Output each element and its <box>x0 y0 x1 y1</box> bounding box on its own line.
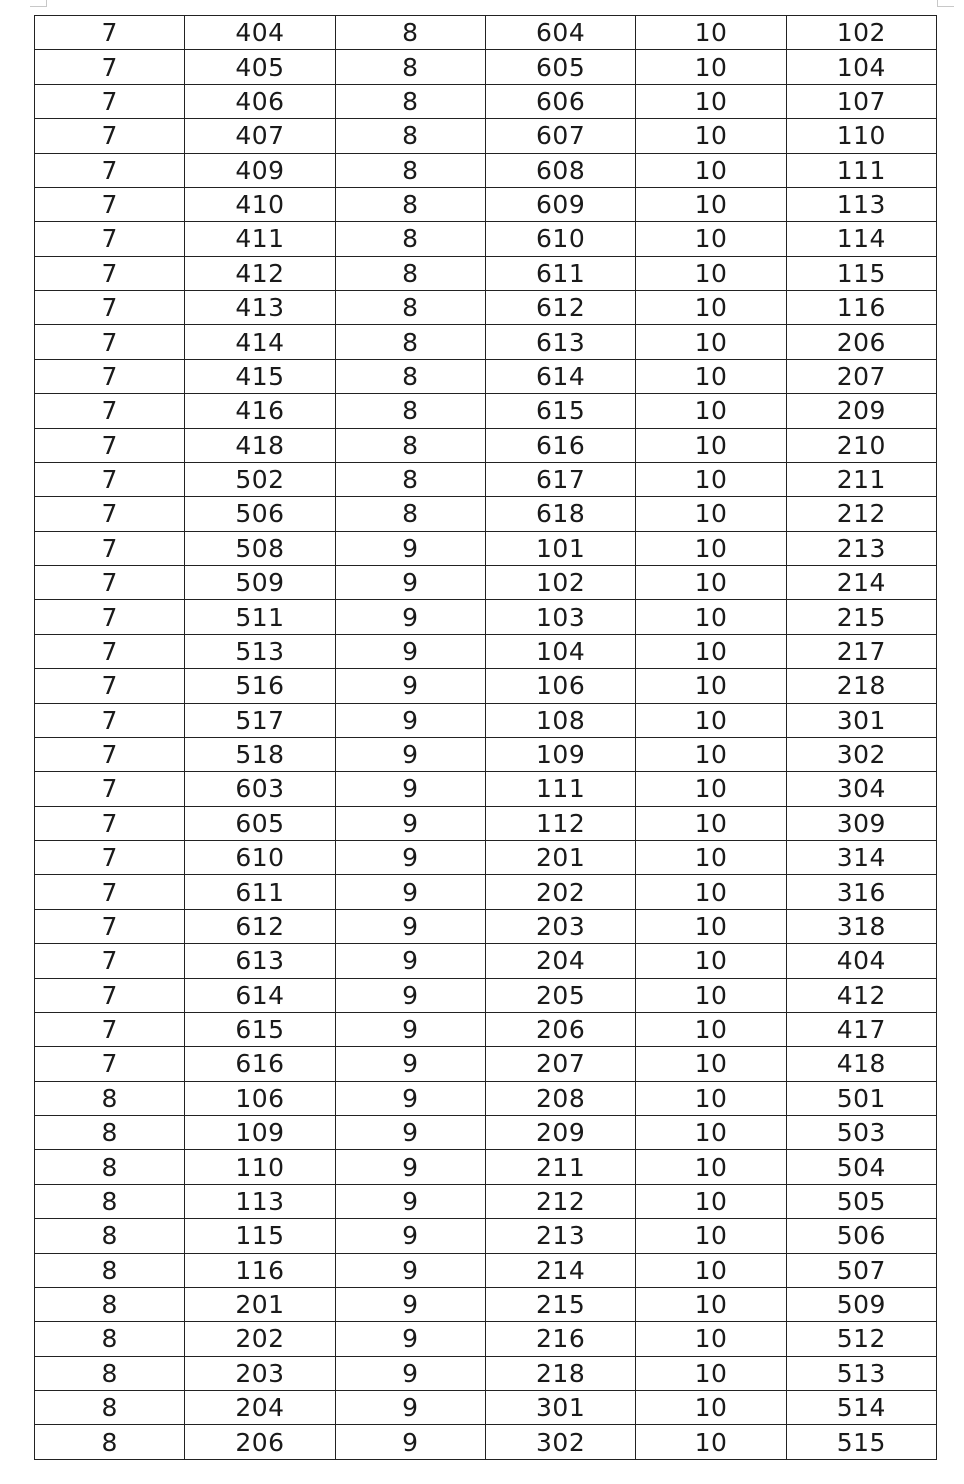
table-cell: 9 <box>335 737 485 771</box>
table-cell: 10 <box>636 256 786 290</box>
table-cell: 511 <box>185 600 335 634</box>
table-cell: 208 <box>485 1081 635 1115</box>
table-cell: 209 <box>485 1116 635 1150</box>
table-cell: 110 <box>185 1150 335 1184</box>
table-cell: 301 <box>786 703 936 737</box>
table-row <box>35 1116 937 1150</box>
table-cell: 314 <box>786 841 936 875</box>
table-cell: 7 <box>35 737 185 771</box>
table-cell: 516 <box>185 669 335 703</box>
table-cell: 10 <box>636 84 786 118</box>
table-cell: 7 <box>35 222 185 256</box>
table-cell: 611 <box>485 256 635 290</box>
table-cell: 10 <box>636 1012 786 1046</box>
table-cell: 109 <box>185 1116 335 1150</box>
table-cell: 507 <box>786 1253 936 1287</box>
table-cell: 10 <box>636 1150 786 1184</box>
table-cell: 211 <box>786 462 936 496</box>
table-cell: 506 <box>185 497 335 531</box>
table-cell: 8 <box>335 50 485 84</box>
table-cell: 10 <box>636 531 786 565</box>
table-row <box>35 1356 937 1390</box>
table-cell: 9 <box>335 1081 485 1115</box>
table-cell: 201 <box>185 1287 335 1321</box>
table-cell: 504 <box>786 1150 936 1184</box>
table-cell: 215 <box>485 1287 635 1321</box>
table-row <box>35 291 937 325</box>
table-cell: 615 <box>485 394 635 428</box>
table-cell: 9 <box>335 806 485 840</box>
table-cell: 509 <box>185 566 335 600</box>
table-row <box>35 1322 937 1356</box>
table-row <box>35 909 937 943</box>
table-row <box>35 703 937 737</box>
table-cell: 212 <box>485 1184 635 1218</box>
table-cell: 613 <box>485 325 635 359</box>
table-cell: 203 <box>485 909 635 943</box>
table-cell: 607 <box>485 119 635 153</box>
table-row <box>35 1150 937 1184</box>
table-cell: 8 <box>335 84 485 118</box>
table-cell: 7 <box>35 841 185 875</box>
table-row <box>35 1425 937 1459</box>
table-row <box>35 153 937 187</box>
table-cell: 404 <box>185 16 335 50</box>
table-cell: 204 <box>485 944 635 978</box>
table-cell: 512 <box>786 1322 936 1356</box>
table-cell: 9 <box>335 669 485 703</box>
table-cell: 102 <box>485 566 635 600</box>
table-cell: 9 <box>335 1116 485 1150</box>
table-row <box>35 428 937 462</box>
table-cell: 302 <box>786 737 936 771</box>
table-cell: 8 <box>335 256 485 290</box>
table-row <box>35 50 937 84</box>
table-cell: 10 <box>636 50 786 84</box>
table-cell: 116 <box>786 291 936 325</box>
table-cell: 9 <box>335 1047 485 1081</box>
table-cell: 104 <box>786 50 936 84</box>
table-cell: 9 <box>335 600 485 634</box>
table-cell: 9 <box>335 875 485 909</box>
table-cell: 7 <box>35 772 185 806</box>
table-cell: 9 <box>335 1219 485 1253</box>
table-cell: 10 <box>636 1253 786 1287</box>
table-cell: 8 <box>335 291 485 325</box>
table-cell: 10 <box>636 978 786 1012</box>
table-row <box>35 325 937 359</box>
table-cell: 8 <box>35 1081 185 1115</box>
table-cell: 7 <box>35 359 185 393</box>
table-cell: 418 <box>786 1047 936 1081</box>
table-row <box>35 772 937 806</box>
table-cell: 213 <box>786 531 936 565</box>
table-cell: 7 <box>35 84 185 118</box>
table-cell: 7 <box>35 806 185 840</box>
table-cell: 7 <box>35 600 185 634</box>
table-cell: 502 <box>185 462 335 496</box>
table-cell: 10 <box>636 1184 786 1218</box>
table-row <box>35 497 937 531</box>
table-row <box>35 978 937 1012</box>
table-cell: 405 <box>185 50 335 84</box>
table-cell: 10 <box>636 1356 786 1390</box>
table-cell: 9 <box>335 841 485 875</box>
table-cell: 610 <box>185 841 335 875</box>
table-cell: 8 <box>35 1425 185 1459</box>
table-cell: 8 <box>335 462 485 496</box>
table-cell: 7 <box>35 944 185 978</box>
table-cell: 106 <box>185 1081 335 1115</box>
table-cell: 10 <box>636 222 786 256</box>
table-row <box>35 119 937 153</box>
table-cell: 209 <box>786 394 936 428</box>
table-cell: 614 <box>185 978 335 1012</box>
table-cell: 10 <box>636 806 786 840</box>
table-cell: 201 <box>485 841 635 875</box>
table-cell: 10 <box>636 1047 786 1081</box>
table-cell: 112 <box>485 806 635 840</box>
table-cell: 10 <box>636 669 786 703</box>
table-cell: 9 <box>335 1391 485 1425</box>
table-cell: 8 <box>335 359 485 393</box>
table-row <box>35 806 937 840</box>
table-cell: 304 <box>786 772 936 806</box>
table-cell: 7 <box>35 497 185 531</box>
table-cell: 115 <box>185 1219 335 1253</box>
table-cell: 10 <box>636 1081 786 1115</box>
table-cell: 7 <box>35 394 185 428</box>
table-cell: 10 <box>636 1322 786 1356</box>
table-cell: 505 <box>786 1184 936 1218</box>
table-cell: 412 <box>786 978 936 1012</box>
table-cell: 416 <box>185 394 335 428</box>
table-cell: 8 <box>335 153 485 187</box>
table-cell: 7 <box>35 187 185 221</box>
table-cell: 411 <box>185 222 335 256</box>
table-cell: 10 <box>636 16 786 50</box>
table-cell: 216 <box>485 1322 635 1356</box>
table-cell: 210 <box>786 428 936 462</box>
table-row <box>35 462 937 496</box>
table-cell: 113 <box>185 1184 335 1218</box>
table-cell: 7 <box>35 153 185 187</box>
table-cell: 7 <box>35 291 185 325</box>
table-cell: 10 <box>636 909 786 943</box>
table-cell: 413 <box>185 291 335 325</box>
table-cell: 10 <box>636 462 786 496</box>
table-cell: 108 <box>485 703 635 737</box>
table-cell: 616 <box>185 1047 335 1081</box>
table-cell: 407 <box>185 119 335 153</box>
table-cell: 7 <box>35 703 185 737</box>
table-cell: 10 <box>636 153 786 187</box>
table-cell: 509 <box>786 1287 936 1321</box>
table-cell: 102 <box>786 16 936 50</box>
page-corner-mark-right <box>937 0 954 7</box>
table-cell: 10 <box>636 634 786 668</box>
table-cell: 417 <box>786 1012 936 1046</box>
table-cell: 508 <box>185 531 335 565</box>
table-cell: 114 <box>786 222 936 256</box>
table-cell: 8 <box>335 119 485 153</box>
table-cell: 218 <box>485 1356 635 1390</box>
table-cell: 10 <box>636 359 786 393</box>
table-row <box>35 944 937 978</box>
table-cell: 115 <box>786 256 936 290</box>
table-cell: 611 <box>185 875 335 909</box>
table-cell: 501 <box>786 1081 936 1115</box>
table-cell: 10 <box>636 841 786 875</box>
page-corner-mark-left <box>30 0 47 7</box>
table-cell: 213 <box>485 1219 635 1253</box>
table-cell: 7 <box>35 978 185 1012</box>
table-cell: 418 <box>185 428 335 462</box>
table-row <box>35 84 937 118</box>
table-cell: 513 <box>185 634 335 668</box>
table-cell: 605 <box>485 50 635 84</box>
table-cell: 211 <box>485 1150 635 1184</box>
table-cell: 113 <box>786 187 936 221</box>
table-cell: 8 <box>335 16 485 50</box>
table-cell: 217 <box>786 634 936 668</box>
table-cell: 10 <box>636 1116 786 1150</box>
table-cell: 205 <box>485 978 635 1012</box>
table-cell: 409 <box>185 153 335 187</box>
table-row <box>35 531 937 565</box>
table-cell: 8 <box>35 1322 185 1356</box>
number-table-body <box>35 16 937 1460</box>
table-row <box>35 669 937 703</box>
table-row <box>35 875 937 909</box>
table-cell: 7 <box>35 1047 185 1081</box>
table-cell: 8 <box>335 394 485 428</box>
table-cell: 608 <box>485 153 635 187</box>
table-cell: 612 <box>185 909 335 943</box>
table-cell: 8 <box>35 1150 185 1184</box>
table-row <box>35 187 937 221</box>
table-cell: 7 <box>35 531 185 565</box>
table-cell: 10 <box>636 737 786 771</box>
table-row <box>35 1184 937 1218</box>
table-row <box>35 256 937 290</box>
table-row <box>35 359 937 393</box>
table-cell: 109 <box>485 737 635 771</box>
table-cell: 7 <box>35 256 185 290</box>
table-cell: 412 <box>185 256 335 290</box>
table-cell: 218 <box>786 669 936 703</box>
table-cell: 614 <box>485 359 635 393</box>
table-cell: 517 <box>185 703 335 737</box>
table-cell: 9 <box>335 1356 485 1390</box>
number-table <box>34 15 937 1460</box>
table-cell: 7 <box>35 16 185 50</box>
table-cell: 7 <box>35 428 185 462</box>
table-cell: 10 <box>636 1287 786 1321</box>
table-cell: 503 <box>786 1116 936 1150</box>
table-cell: 107 <box>786 84 936 118</box>
table-cell: 214 <box>786 566 936 600</box>
table-row <box>35 1012 937 1046</box>
table-cell: 415 <box>185 359 335 393</box>
table-cell: 8 <box>35 1184 185 1218</box>
table-cell: 410 <box>185 187 335 221</box>
table-cell: 111 <box>786 153 936 187</box>
table-cell: 9 <box>335 531 485 565</box>
table-cell: 10 <box>636 394 786 428</box>
table-cell: 10 <box>636 428 786 462</box>
table-cell: 605 <box>185 806 335 840</box>
table-cell: 10 <box>636 1425 786 1459</box>
table-cell: 7 <box>35 566 185 600</box>
table-row <box>35 566 937 600</box>
table-row <box>35 634 937 668</box>
table-cell: 404 <box>786 944 936 978</box>
table-cell: 10 <box>636 291 786 325</box>
table-cell: 9 <box>335 703 485 737</box>
table-cell: 606 <box>485 84 635 118</box>
table-cell: 612 <box>485 291 635 325</box>
table-cell: 106 <box>485 669 635 703</box>
table-row <box>35 222 937 256</box>
table-cell: 9 <box>335 1253 485 1287</box>
table-cell: 8 <box>35 1253 185 1287</box>
table-cell: 9 <box>335 772 485 806</box>
table-cell: 7 <box>35 462 185 496</box>
table-cell: 8 <box>35 1391 185 1425</box>
table-cell: 609 <box>485 187 635 221</box>
table-cell: 604 <box>485 16 635 50</box>
table-cell: 9 <box>335 1012 485 1046</box>
table-cell: 203 <box>185 1356 335 1390</box>
table-cell: 617 <box>485 462 635 496</box>
table-cell: 206 <box>185 1425 335 1459</box>
table-cell: 506 <box>786 1219 936 1253</box>
table-cell: 8 <box>35 1287 185 1321</box>
table-cell: 610 <box>485 222 635 256</box>
table-cell: 8 <box>35 1116 185 1150</box>
table-cell: 10 <box>636 1219 786 1253</box>
table-cell: 613 <box>185 944 335 978</box>
table-cell: 10 <box>636 325 786 359</box>
table-cell: 7 <box>35 634 185 668</box>
table-cell: 207 <box>485 1047 635 1081</box>
table-cell: 7 <box>35 909 185 943</box>
table-cell: 518 <box>185 737 335 771</box>
table-cell: 615 <box>185 1012 335 1046</box>
table-cell: 514 <box>786 1391 936 1425</box>
table-cell: 207 <box>786 359 936 393</box>
table-cell: 7 <box>35 1012 185 1046</box>
table-row <box>35 16 937 50</box>
table-cell: 8 <box>335 497 485 531</box>
table-cell: 7 <box>35 119 185 153</box>
table-cell: 8 <box>35 1356 185 1390</box>
table-row <box>35 737 937 771</box>
table-cell: 9 <box>335 1322 485 1356</box>
table-cell: 302 <box>485 1425 635 1459</box>
table-cell: 309 <box>786 806 936 840</box>
table-cell: 10 <box>636 187 786 221</box>
table-cell: 214 <box>485 1253 635 1287</box>
table-cell: 202 <box>185 1322 335 1356</box>
table-cell: 101 <box>485 531 635 565</box>
table-cell: 204 <box>185 1391 335 1425</box>
table-cell: 9 <box>335 944 485 978</box>
table-cell: 10 <box>636 497 786 531</box>
table-cell: 603 <box>185 772 335 806</box>
table-row <box>35 600 937 634</box>
table-cell: 10 <box>636 944 786 978</box>
table-cell: 9 <box>335 1425 485 1459</box>
table-row <box>35 1047 937 1081</box>
table-cell: 104 <box>485 634 635 668</box>
table-cell: 8 <box>35 1219 185 1253</box>
table-cell: 513 <box>786 1356 936 1390</box>
table-cell: 10 <box>636 772 786 806</box>
table-cell: 10 <box>636 875 786 909</box>
table-cell: 316 <box>786 875 936 909</box>
table-cell: 202 <box>485 875 635 909</box>
table-cell: 10 <box>636 119 786 153</box>
table-cell: 8 <box>335 222 485 256</box>
table-cell: 7 <box>35 875 185 909</box>
table-cell: 111 <box>485 772 635 806</box>
table-cell: 406 <box>185 84 335 118</box>
table-cell: 116 <box>185 1253 335 1287</box>
table-cell: 9 <box>335 634 485 668</box>
table-cell: 9 <box>335 566 485 600</box>
table-cell: 9 <box>335 909 485 943</box>
table-cell: 301 <box>485 1391 635 1425</box>
table-cell: 616 <box>485 428 635 462</box>
table-cell: 9 <box>335 1287 485 1321</box>
table-cell: 10 <box>636 566 786 600</box>
table-cell: 215 <box>786 600 936 634</box>
table-row <box>35 1253 937 1287</box>
table-cell: 7 <box>35 669 185 703</box>
table-cell: 9 <box>335 1184 485 1218</box>
table-cell: 515 <box>786 1425 936 1459</box>
table-cell: 318 <box>786 909 936 943</box>
table-cell: 9 <box>335 1150 485 1184</box>
table-cell: 103 <box>485 600 635 634</box>
table-cell: 9 <box>335 978 485 1012</box>
table-cell: 10 <box>636 600 786 634</box>
table-cell: 8 <box>335 428 485 462</box>
table-row <box>35 1391 937 1425</box>
table-cell: 7 <box>35 325 185 359</box>
table-row <box>35 841 937 875</box>
table-row <box>35 1287 937 1321</box>
table-cell: 10 <box>636 1391 786 1425</box>
table-cell: 8 <box>335 187 485 221</box>
table-cell: 212 <box>786 497 936 531</box>
table-cell: 206 <box>485 1012 635 1046</box>
table-cell: 618 <box>485 497 635 531</box>
table-cell: 10 <box>636 703 786 737</box>
table-cell: 414 <box>185 325 335 359</box>
table-cell: 7 <box>35 50 185 84</box>
table-row <box>35 394 937 428</box>
table-cell: 8 <box>335 325 485 359</box>
table-row <box>35 1219 937 1253</box>
table-cell: 110 <box>786 119 936 153</box>
table-row <box>35 1081 937 1115</box>
table-cell: 206 <box>786 325 936 359</box>
